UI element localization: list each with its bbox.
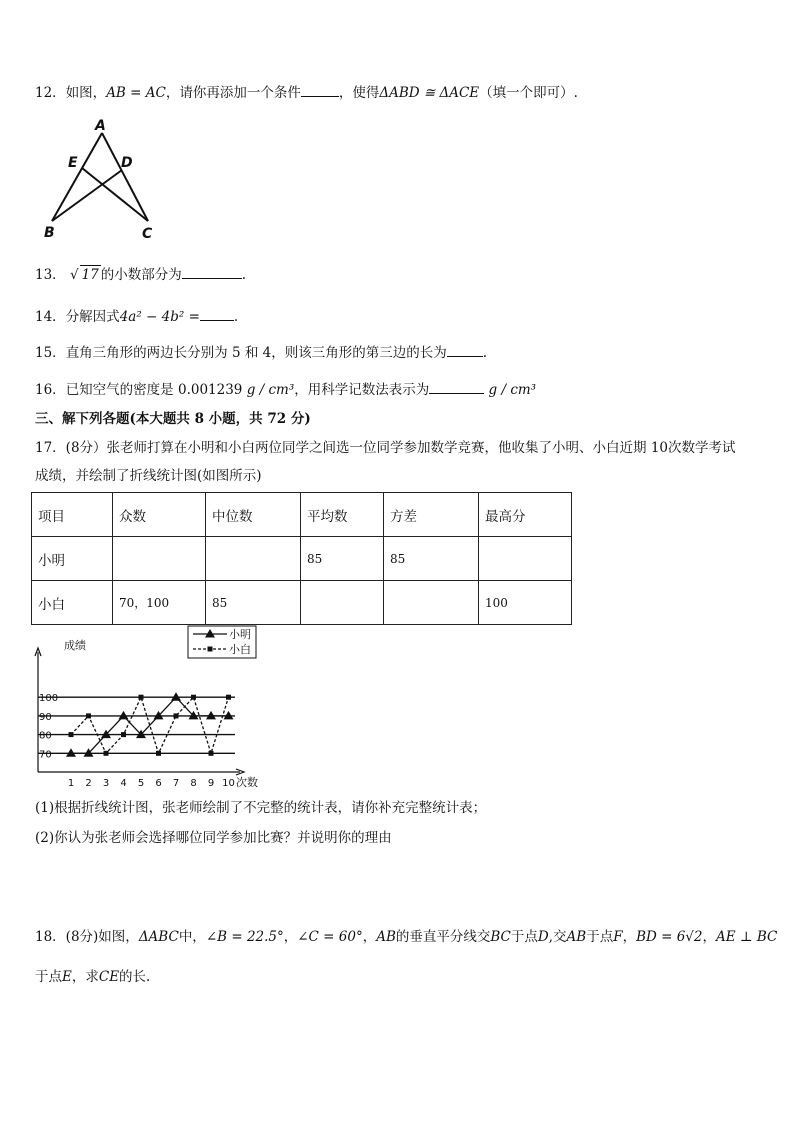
- question-13: [35, 265, 246, 284]
- data-point-triangle: [224, 711, 234, 720]
- q12-mid: ，请你再添加一个条件: [165, 85, 301, 101]
- data-point-square: [104, 751, 109, 756]
- table-cell: 100: [479, 581, 572, 625]
- q12-pre: 如图，: [65, 85, 107, 101]
- label-d: D: [121, 155, 133, 171]
- data-point-square: [139, 695, 144, 700]
- section-3-title: 三、解下列各题(本大题共 8 小题，共 72 分): [35, 411, 311, 427]
- table-header-cell: 项目: [32, 493, 113, 537]
- label-c: C: [142, 226, 153, 242]
- x-tick-label: 8: [190, 778, 197, 789]
- q18-sep4: ，: [702, 929, 716, 945]
- q18-angle-c: ∠C = 60°: [297, 929, 363, 945]
- q18-ce: CE: [98, 969, 120, 985]
- q13-answer-blank[interactable]: [182, 265, 242, 279]
- question-15: [35, 343, 487, 362]
- q12-number: 12．: [35, 85, 66, 101]
- q18-l2b: ，求: [71, 969, 99, 985]
- q13-end: .: [241, 267, 247, 283]
- q14-end: .: [233, 309, 239, 325]
- q13-number: 13．: [35, 267, 66, 283]
- x-tick-label: 2: [85, 778, 92, 789]
- x-tick-label: 1: [67, 778, 75, 789]
- x-tick-label: 5: [137, 778, 145, 789]
- q16-number: 16．: [35, 382, 66, 398]
- q16-unit-2: g / cm³: [488, 382, 537, 398]
- q18-triangle: ΔABC: [138, 929, 179, 945]
- q18-number: 18．(8分)如图，: [35, 929, 139, 945]
- label-b: B: [44, 225, 55, 241]
- x-tick-label: 10: [222, 778, 235, 789]
- data-point-square: [226, 695, 231, 700]
- q17-sub-1: (1)根据折线统计图，张老师绘制了不完整的统计表，请你补充完整统计表；: [35, 800, 487, 816]
- q18-t2: 的垂直平分线交: [395, 929, 491, 945]
- y-tick-label: 100: [39, 693, 59, 705]
- q12-congruence: ΔABD ≅ ΔACE: [379, 85, 480, 101]
- q18-bc: BC: [490, 929, 511, 945]
- x-axis-label: 次数: [236, 776, 258, 789]
- q18-t5: 于点: [586, 929, 614, 945]
- table-header-cell: 中位数: [206, 493, 301, 537]
- table-cell: 85: [384, 537, 479, 581]
- q12-answer-blank[interactable]: [301, 83, 339, 97]
- table-header-cell: 平均数: [301, 493, 384, 537]
- table-cell[interactable]: [479, 537, 572, 581]
- table-cell[interactable]: [384, 581, 479, 625]
- x-tick-label: 3: [102, 778, 110, 789]
- table-cell[interactable]: [206, 537, 301, 581]
- q17-sub-2: (2)你认为张老师会选择哪位同学参加比赛？并说明你的理由: [35, 830, 392, 846]
- label-a: A: [95, 118, 106, 134]
- data-point-square: [209, 751, 214, 756]
- x-tick-label: 9: [207, 778, 215, 789]
- q13-radicand: 17: [81, 267, 99, 283]
- data-point-square: [174, 713, 179, 718]
- q12-equation: AB = AC: [106, 85, 166, 101]
- table-cell: 70，100: [113, 581, 206, 625]
- segment-ac: [102, 133, 148, 221]
- legend-marker-square: [208, 647, 213, 652]
- table-row: [32, 537, 572, 581]
- segment-bd: [52, 170, 122, 221]
- table-cell: 小明: [32, 537, 113, 581]
- q14-number: 14．: [35, 309, 66, 325]
- q18-perpendicular: AE ⊥ BC: [716, 929, 778, 945]
- y-tick-label: 80: [39, 730, 52, 742]
- score-line-chart: [30, 624, 290, 794]
- q18-t4: ,交: [548, 929, 567, 945]
- q18-point-f: F: [613, 929, 623, 945]
- q15-answer-blank[interactable]: [447, 343, 483, 357]
- table-row: [32, 581, 572, 625]
- data-point-triangle: [206, 711, 216, 720]
- q12-post: （填一个即可）.: [479, 85, 578, 101]
- q18-t3: 于点: [510, 929, 538, 945]
- q18-ab: AB: [376, 929, 396, 945]
- x-tick-label: 7: [172, 778, 180, 789]
- table-cell: 85: [206, 581, 301, 625]
- question-16: [35, 380, 536, 399]
- q18-t1: 中，: [178, 929, 206, 945]
- q12-mid2: ，使得: [338, 85, 380, 101]
- q18-angle-b: ∠B = 22.5°: [205, 929, 284, 945]
- table-header-row: [32, 493, 572, 537]
- q13-text: 的小数部分为: [100, 267, 182, 283]
- legend-label: 小明: [229, 628, 251, 641]
- table-cell: 小白: [32, 581, 113, 625]
- q18-line-1: [35, 928, 777, 946]
- table-cell[interactable]: [113, 537, 206, 581]
- data-point-square: [69, 732, 74, 737]
- q15-text: 直角三角形的两边长分别为 5 和 4，则该三角形的第三边的长为: [65, 345, 447, 361]
- sqrt-icon: √: [69, 267, 79, 283]
- y-axis-label: 成绩: [64, 639, 86, 652]
- q18-point-e: E: [62, 969, 72, 985]
- data-point-triangle: [171, 692, 181, 701]
- q18-sep1: ，: [283, 929, 298, 945]
- q14-expression: 4a² − 4b² =: [119, 309, 200, 325]
- data-point-square: [121, 732, 126, 737]
- q14-text: 分解因式: [65, 309, 120, 325]
- q15-end: .: [482, 345, 488, 361]
- label-e: E: [68, 155, 78, 171]
- series-line-1: [71, 697, 229, 753]
- q18-l2a: 于点: [35, 969, 62, 985]
- q14-answer-blank[interactable]: [200, 307, 234, 321]
- legend-label: 小白: [229, 643, 251, 656]
- y-tick-label: 90: [39, 711, 52, 723]
- data-point-square: [191, 695, 196, 700]
- table-cell: 85: [301, 537, 384, 581]
- q17-line-1: 17．(8分）张老师打算在小明和小白两位同学之间选一位同学参加数学竞赛，他收集了小明、小白近期 10次数学考试: [35, 440, 736, 456]
- q12-triangle-figure: [40, 115, 170, 245]
- table-header-cell: 方差: [384, 493, 479, 537]
- q17-line-2: 成绩，并绘制了折线统计图(如图所示): [35, 468, 262, 484]
- q16-text1: 已知空气的密度是 0.001239: [65, 382, 243, 398]
- q15-number: 15．: [35, 345, 66, 361]
- question-14: [35, 307, 238, 326]
- q18-point-d: D: [537, 929, 549, 945]
- data-point-triangle: [119, 711, 129, 720]
- q16-text2: ，用科学记数法表示为: [294, 382, 430, 398]
- table-header-cell: 最高分: [479, 493, 572, 537]
- x-tick-label: 4: [120, 778, 127, 789]
- q18-line-2: [35, 968, 150, 986]
- data-point-square: [156, 751, 161, 756]
- question-12: [35, 83, 578, 102]
- q18-bd: BD = 6√2: [636, 929, 703, 945]
- data-point-triangle: [66, 748, 76, 757]
- table-header-cell: 众数: [113, 493, 206, 537]
- q18-ab-2: AB: [566, 929, 587, 945]
- y-tick-label: 70: [39, 749, 52, 761]
- data-point-square: [86, 713, 91, 718]
- q18-sep2: ，: [362, 929, 377, 945]
- q16-unit-1: g / cm³: [246, 382, 295, 398]
- x-tick-label: 6: [155, 778, 162, 789]
- table-cell[interactable]: [301, 581, 384, 625]
- q18-l2c: 的长.: [119, 969, 151, 985]
- q16-answer-blank[interactable]: [429, 380, 484, 394]
- q18-sep3: ，: [622, 929, 637, 945]
- statistics-table: [31, 492, 572, 625]
